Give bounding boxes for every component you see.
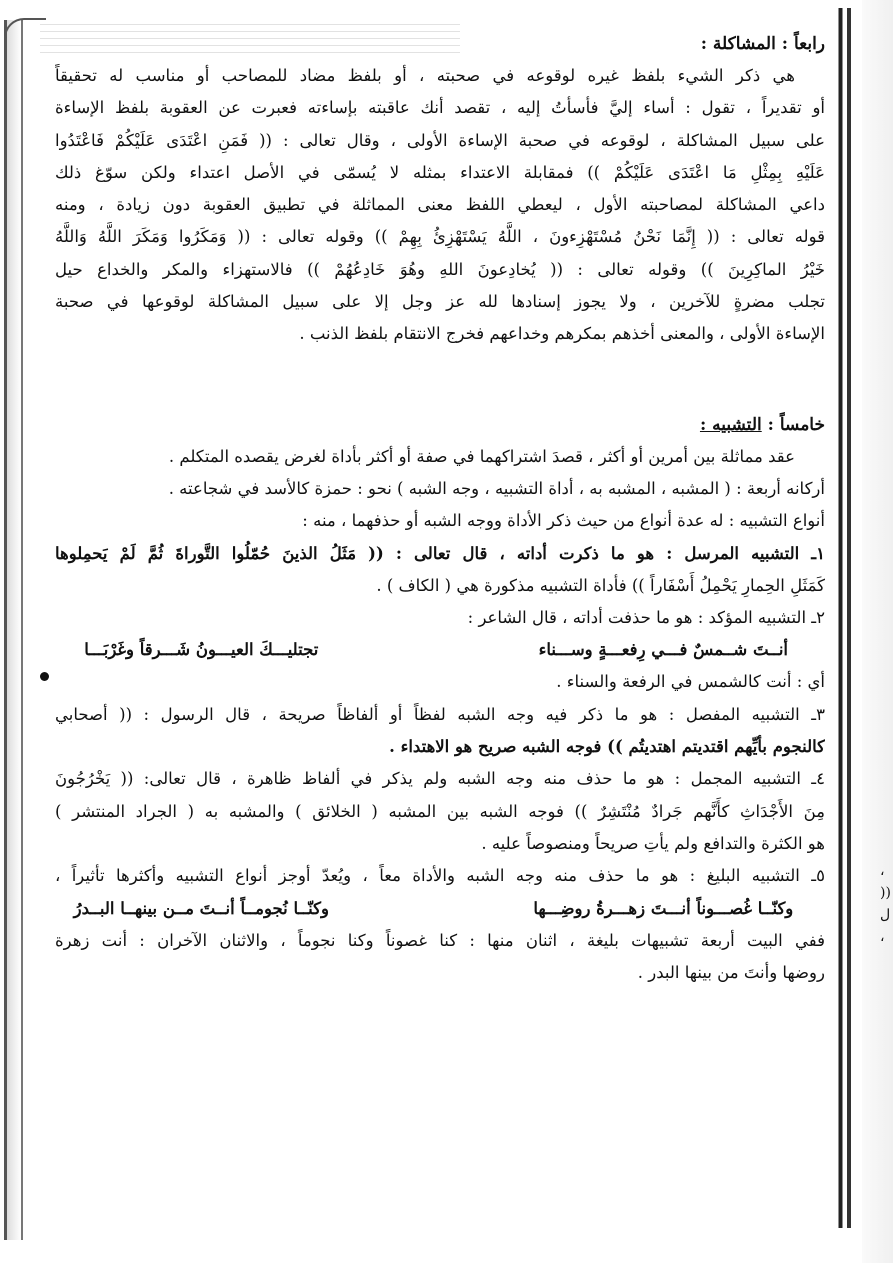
verse-hemistich: وكنّــا غُصـــوناً أنـــتَ زهـــرةُ روضِـــها: [533, 898, 794, 918]
types-intro: أنواع التشبيه : له عدة أنواع من حيث ذكر الأداة ووجه الشبه أو حذفهما ، منه :: [302, 511, 825, 531]
type2-explain: أي : أنت كالشمس في الرفعة والسناء .: [556, 672, 825, 692]
type4-line: ٤ـ التشبيه المجمل : هو ما حذف منه وجه الشبه ولم يذكر في ألفاظ ظاهرة ، قال تعالى: (( يَخْرُجُونَ: [55, 769, 825, 789]
type1-line: كَمَثَلِ الحِمارِ يَحْمِلُ أَسْفَاراً )) فأداة التشبيه مذكورة هي ( الكاف ) .: [376, 575, 825, 595]
section4-line: داعي المشاكلة لمصاحبته الأول ، ليعطي اللفظ معنى المماثلة في تطبيق العقوبة دون زيادة ، ومنه: [55, 195, 825, 215]
scan-next-page-edge: [862, 0, 893, 1263]
section4-line: خَيْرُ الماكِرِينَ )) وقوله تعالى : (( يُخادِعونَ اللهِ وهُوَ خَادِعُهُمْ )) فالاستهزاء والمكر والخداع حيل: [55, 259, 825, 279]
type1-line: ١ـ التشبيه المرسل : هو ما ذكرت أداته ، قال تعالى : (( مَثَلُ الذينَ حُمّلُوا التَّوراةَ ثُمَّ لَمْ يَحمِلوها: [55, 543, 825, 563]
verse-hemistich: أنــتَ شــمسٌ فـــي رِفعـــةٍ وســـناء: [538, 640, 789, 660]
type4-line: هو الكثرة والتدافع ولم يأتِ صريحاً ومنصوصاً عليه .: [481, 833, 825, 853]
section4-line: أو تقديراً ، تقول : أساء إليَّ فأسأتُ إليه ، تقصد أنك عاقبته بإساءته فعبرت عن العقوبة بلفظ الإساءة: [55, 98, 825, 118]
pillars: أركانه أربعة : ( المشبه ، المشبه به ، أداة التشبيه ، وجه الشبه ) نحو : حمزة كالأسد في شجاعته .: [168, 478, 825, 498]
scan-binding-edge: [830, 8, 858, 1228]
section-gap: [55, 351, 825, 409]
definition: عقد مماثلة بين أمرين أو أكثر ، قصدَ اشتراكهما في صفة أو أكثر بأداة لغرض يقصده المتكلم .: [168, 446, 795, 466]
document-page: [55, 28, 825, 1238]
margin-bleed-marks: ، )) ل ،: [880, 863, 891, 945]
poem-verse-1: [55, 634, 825, 666]
section4-line: الإساءة الأولى ، والمعنى أخذهم بمكرهم وخداعهم فخرج الانتقام بلفظ الذنب .: [299, 324, 825, 344]
scan-left-edge: [4, 20, 23, 1240]
section4-line: على سبيل المشاكلة ، لوقوعه في صحبة الإساءة الأولى ، وقال تعالى : (( فَمَنِ اعْتَدَى عَلَيْكُمْ فَاعْتَدُوا: [55, 130, 825, 150]
type5-explain: ففي البيت أربعة تشبيهات بليغة ، اثنان منها : كنا غصوناً وكنا نجوماً ، والاثنان الآخران : أنت زهرة: [55, 930, 825, 950]
type4-line: مِنَ الأَجْدَاثِ كأَنَّهم جَرادٌ مُنْتَشِرٌ )) فوجه الشبه بين المشبه ( الخلائق ) والمشبه به ( الجراد المنتشر ): [55, 801, 825, 821]
hole-punch-dot: [40, 672, 49, 681]
type3-line: ٣ـ التشبيه المفصل : هو ما ذكر فيه وجه الشبه لفظاً أو ألفاظاً صريحة ، قال الرسول : (( أصحابي: [55, 704, 825, 724]
section4-line: عَلَيْهِ بِمِثْلِ مَا اعْتَدَى عَلَيْكُمْ )) فمقابلة الاعتداء بمثله لا يُسمّى في الأصل اعتداء ولكن سوّغ ذلك: [55, 162, 825, 182]
type5-explain: روضها وأنتَ من بينها البدر .: [637, 962, 825, 982]
section4-line: تجلب مضرةٍ للآخرين ، ولا يجوز إسنادها لله عز وجل إلا على سبيل المشاكلة لوقوعها في صحبة: [55, 292, 825, 312]
type5-line: ٥ـ التشبيه البليغ : هو ما حذف منه وجه الشبه والأداة معاً ، ويُعدّ أوجز أنواع التشبيه وأكثرها تأثيراً ،: [55, 866, 825, 886]
verse-hemistich: وكنّــا نُجومــاً أنــتَ مــن بينهــا البــدرُ: [73, 898, 329, 918]
type2-line: ٢ـ التشبيه المؤكد : هو ما حذفت أداته ، قال الشاعر :: [467, 608, 825, 628]
section5-heading: خامساً : التشبيه :: [699, 414, 825, 435]
section4-line: قوله تعالى : (( إِنَّمَا نَحْنُ مُسْتَهْزِءونَ ، اللَّهُ يَسْتَهْزِئُ بِهِمْ )) وقوله تعالى : (( وَمَكَرُوا وَمَكَرَ اللَّهُ وَاللَّهُ: [55, 227, 825, 247]
section4-line: هي ذكر الشيء بلفظ غيره لوقوعه في صحبته ، أو بلفظ مضاد للمصاحب أو مناسب له تحقيقاً: [55, 66, 795, 85]
type3-line: كالنجوم بأيِّهم اقتديتم اهتديتُم )) فوجه الشبه صريح هو الاهتداء .: [389, 737, 825, 757]
section4-heading: رابعاً : المشاكلة :: [700, 34, 825, 54]
tashbih-title: التشبيه :: [699, 414, 762, 435]
poem-verse-2: [55, 893, 825, 925]
verse-hemistich: تجتليـــكَ العيـــونُ شَـــرقاً وغَرْبَـــا: [84, 640, 319, 660]
